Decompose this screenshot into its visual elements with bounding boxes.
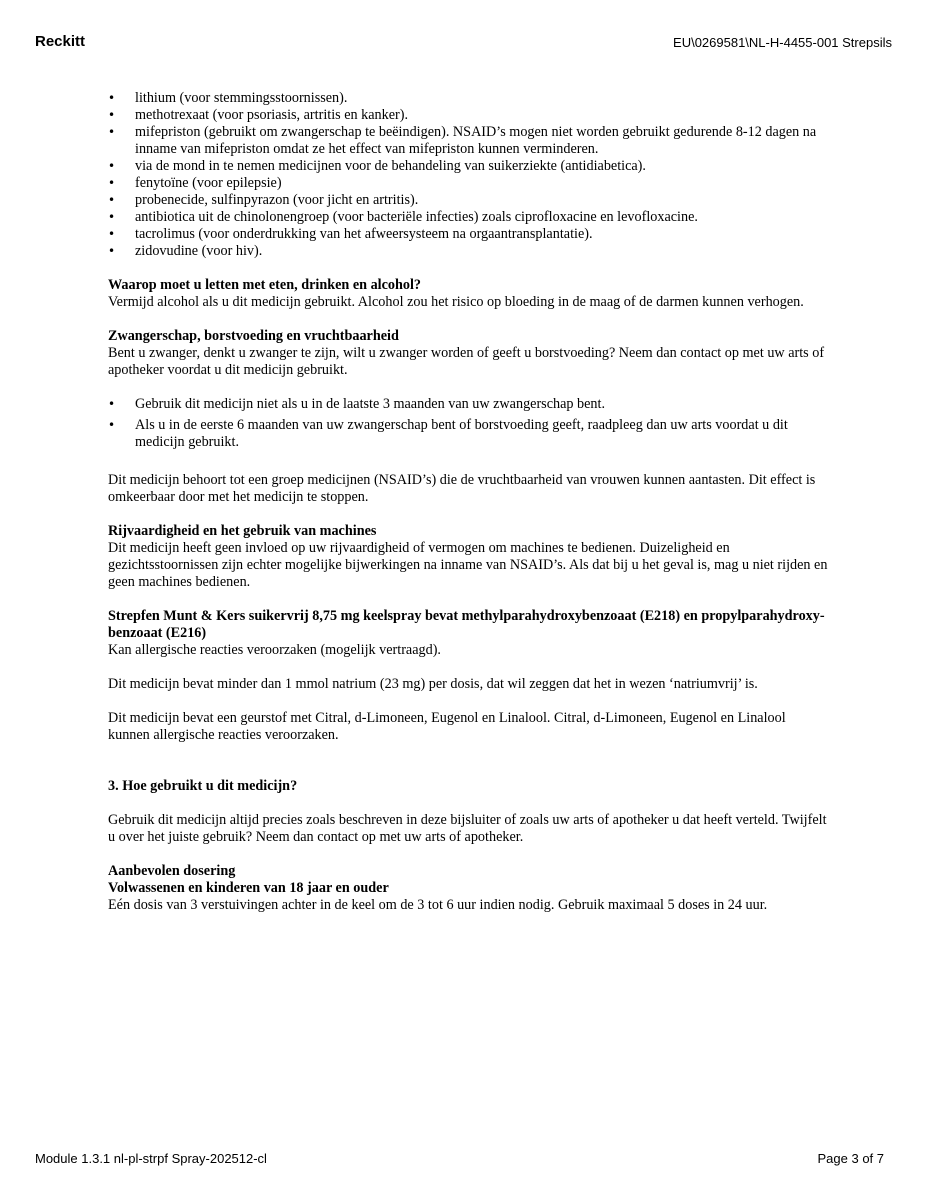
page-number: Page 3 of 7	[817, 1151, 884, 1166]
list-item: • zidovudine (voor hiv).	[108, 243, 828, 260]
sodium-text: Dit medicijn bevat minder dan 1 mmol natrium (23 mg) per dosis, dat wil zeggen dat het in wezen ‘natriumvrij’ is.	[108, 676, 758, 692]
list-item: • fenytoïne (voor epilepsie)	[108, 175, 828, 192]
pregnancy-list	[108, 396, 828, 451]
list-item: • antibiotica uit de chinolonengroep (voor bacteriële infecties) zoals ciprofloxacine en levofloxacine.	[108, 209, 828, 226]
document-reference: EU\0269581\NL-H-4455-001 Strepsils	[673, 35, 892, 50]
excipients-text: Kan allergische reacties veroorzaken (mogelijk vertraagd).	[108, 642, 441, 658]
pregnancy-heading: Zwangerschap, borstvoeding en vruchtbaarheid	[108, 328, 399, 344]
fertility-text: Dit medicijn behoort tot een groep medicijnen (NSAID’s) die de vruchtbaarheid van vrouwen kunnen aantasten. Dit effect is omkeerbaar door met het medicijn te stoppen.	[108, 472, 816, 505]
food-text: Vermijd alcohol als u dit medicijn gebruikt. Alcohol zou het risico op bloeding in de maag of de darmen kunnen verhogen.	[108, 294, 804, 310]
list-item: • Gebruik dit medicijn niet als u in de laatste 3 maanden van uw zwangerschap bent.	[108, 396, 828, 413]
company-name: Reckitt	[35, 33, 86, 50]
list-item: • mifepriston (gebruikt om zwangerschap te beëindigen). NSAID’s mogen niet worden gebruikt gedurende 8-12 dagen na inname van mifepriston omdat ze het effect van mifepriston kunnen verminderen.	[108, 124, 828, 158]
list-item: • via de mond in te nemen medicijnen voor de behandeling van suikerziekte (antidiabetica).	[108, 158, 828, 175]
list-item: • methotrexaat (voor psoriasis, artritis en kanker).	[108, 107, 828, 124]
interactions-list	[108, 90, 828, 260]
dosage-text: Eén dosis van 3 verstuivingen achter in de keel om de 3 tot 6 uur indien nodig. Gebruik maximaal 5 doses in 24 uur.	[108, 897, 768, 913]
adults-heading: Volwassenen en kinderen van 18 jaar en ouder	[108, 880, 389, 896]
section-3-heading: 3. Hoe gebruikt u dit medicijn?	[108, 778, 298, 794]
document-body	[108, 90, 828, 914]
list-item: • Als u in de eerste 6 maanden van uw zwangerschap bent of borstvoeding geeft, raadpleeg dan uw arts voordat u dit medicijn gebruikt.	[108, 417, 828, 451]
food-heading: Waarop moet u letten met eten, drinken en alcohol?	[108, 277, 422, 293]
list-item: • probenecide, sulfinpyrazon (voor jicht en artritis).	[108, 192, 828, 209]
excipients-heading: Strepfen Munt & Kers suikervrij 8,75 mg keelspray bevat methylparahydroxybenzoaat (E218) en propylparahydroxy-benzoaat (E216)	[108, 608, 825, 641]
driving-heading: Rijvaardigheid en het gebruik van machines	[108, 523, 377, 539]
pregnancy-intro: Bent u zwanger, denkt u zwanger te zijn, wilt u zwanger worden of geeft u borstvoeding? Neem dan contact op met uw arts of apotheker voordat u dit medicijn gebruikt.	[108, 345, 825, 378]
list-item: • tacrolimus (voor onderdrukking van het afweersysteem na orgaantransplantatie).	[108, 226, 828, 243]
usage-text: Gebruik dit medicijn altijd precies zoals beschreven in deze bijsluiter of zoals uw arts of apotheker u dat heeft verteld. Twijfelt u over het juiste gebruik? Neem dan contact op met uw arts of apotheker.	[108, 812, 827, 845]
fragrance-text: Dit medicijn bevat een geurstof met Citral, d-Limoneen, Eugenol en Linalool. Citral, d-Limoneen, Eugenol en Linalool kunnen allergische reacties veroorzaken.	[108, 710, 786, 743]
driving-text: Dit medicijn heeft geen invloed op uw rijvaardigheid of vermogen om machines te bedienen. Duizeligheid en gezichtsstoornissen zijn echter mogelijke bijwerkingen na inname van NSAID’s. Als dat bij u het geval is, mag u niet rijden en geen machines bedienen.	[108, 540, 828, 590]
module-reference: Module 1.3.1 nl-pl-strpf Spray-202512-cl	[35, 1151, 267, 1166]
dosage-heading: Aanbevolen dosering	[108, 863, 236, 879]
list-item: • lithium (voor stemmingsstoornissen).	[108, 90, 828, 107]
